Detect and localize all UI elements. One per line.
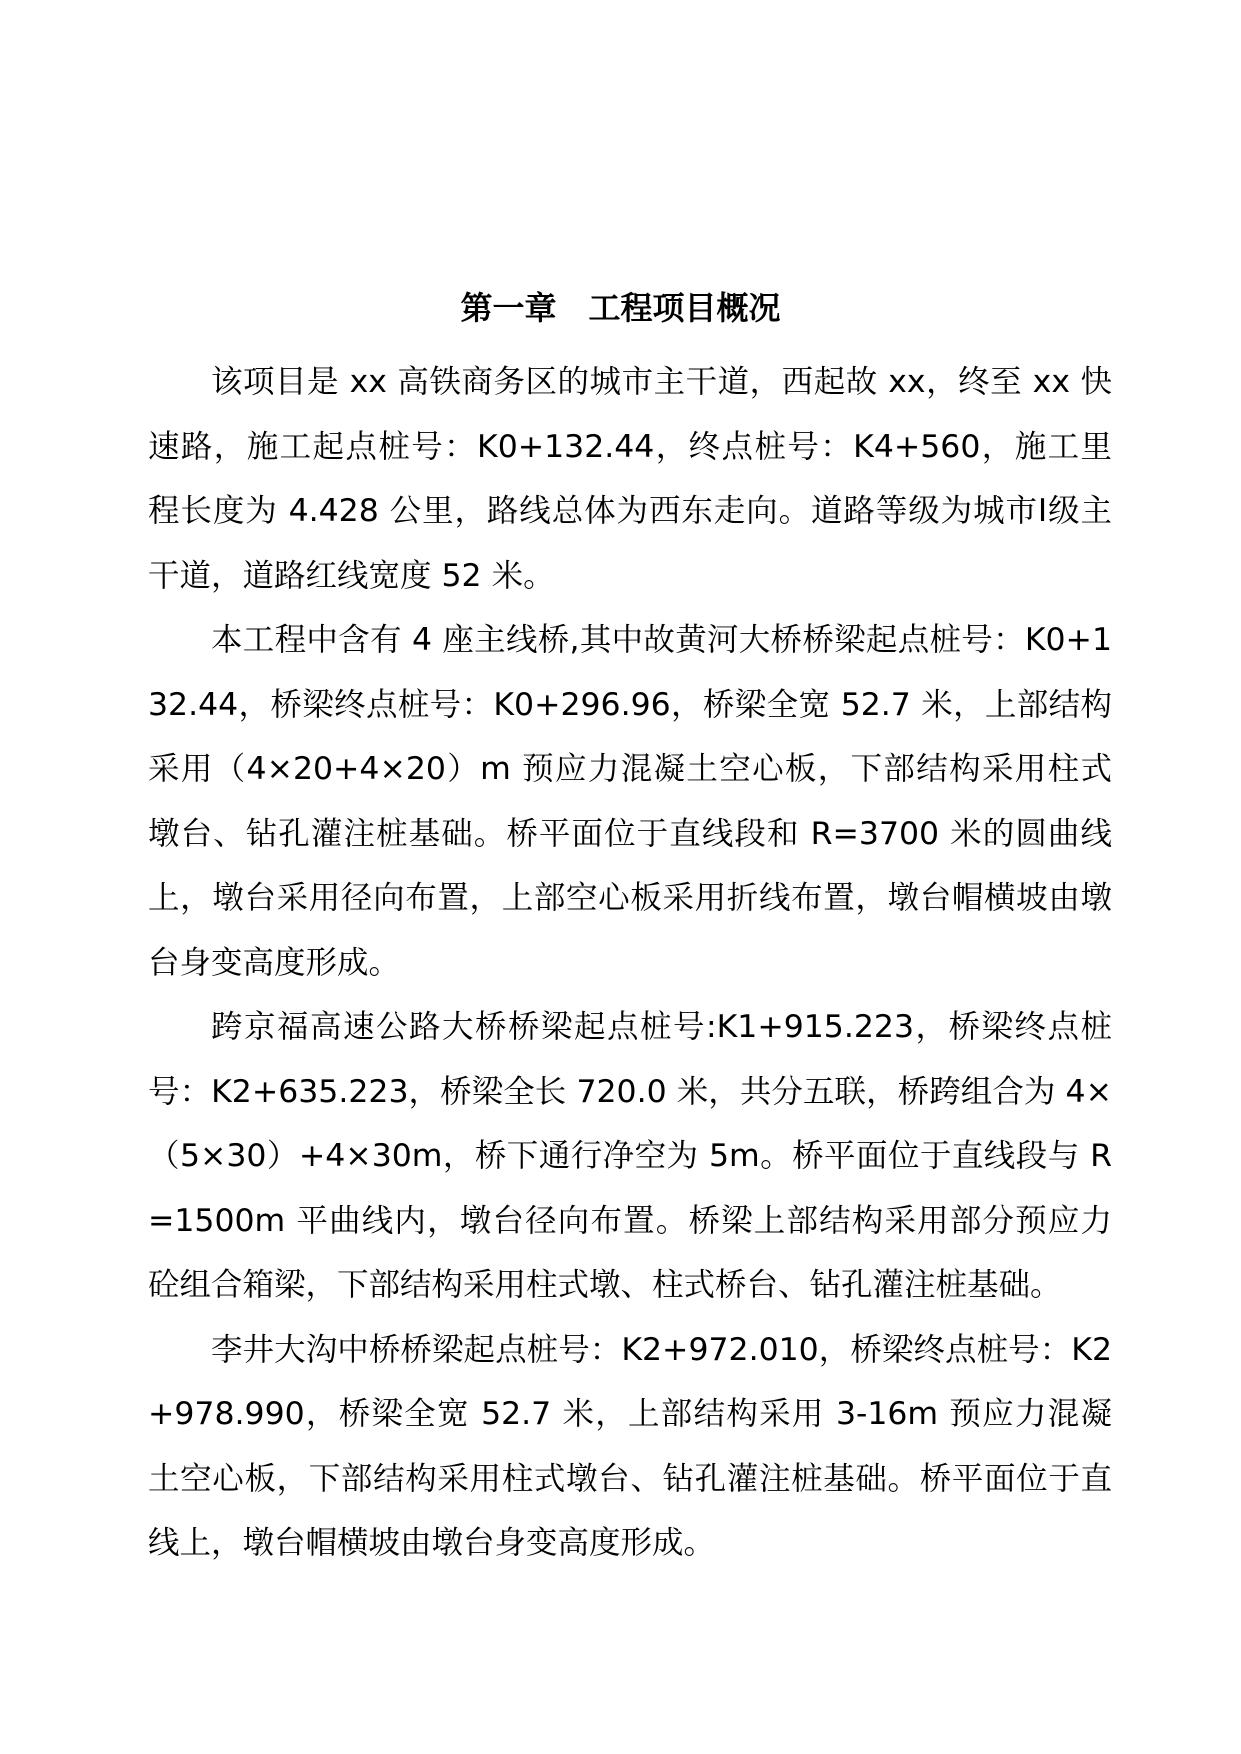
paragraph-jingfu-expressway-bridge: 跨京福高速公路大桥桥梁起点桩号:K1+915.223，桥梁终点桩号：K2+635.223，桥梁全长 720.0 米，共分五联，桥跨组合为 4×（5×30）+4×30m，桥下通行净空为 5m。桥平面位于直线段与 R=1500m 平曲线内，墩台径向布置。桥梁上部结构采用部分预应力砼组合箱梁，下部结构采用柱式墩、柱式桥台、钻孔灌注桩基础。 (148, 1009, 1112, 1303)
document-body (148, 350, 1112, 1576)
paragraph-gu-huanghe-bridge: 本工程中含有 4 座主线桥,其中故黄河大桥桥梁起点桩号：K0+132.44，桥梁终点桩号：K0+296.96，桥梁全宽 52.7 米，上部结构采用（4×20+4×20）m 预应力混凝土空心板，下部结构采用柱式墩台、钻孔灌注桩基础。桥平面位于直线段和 R=3700 米的圆曲线上，墩台采用径向布置，上部空心板采用折线布置，墩台帽横坡由墩台身变高度形成。 (148, 622, 1112, 981)
paragraph-lijing-gully-bridge: 李井大沟中桥桥梁起点桩号：K2+972.010，桥梁终点桩号：K2+978.990，桥梁全宽 52.7 米，上部结构采用 3-16m 预应力混凝土空心板，下部结构采用柱式墩台、钻孔灌注桩基础。桥平面位于直线上，墩台帽横坡由墩台身变高度形成。 (148, 1331, 1112, 1561)
paragraph-project-overview: 该项目是 xx 高铁商务区的城市主干道，西起故 xx，终至 xx 快速路，施工起点桩号：K0+132.44，终点桩号：K4+560，施工里程长度为 4.428 公里，路线总体为西东走向。道路等级为城市Ⅰ级主干道，道路红线宽度 52 米。 (148, 364, 1112, 594)
chapter-title: 第一章 工程项目概况 (460, 289, 781, 327)
